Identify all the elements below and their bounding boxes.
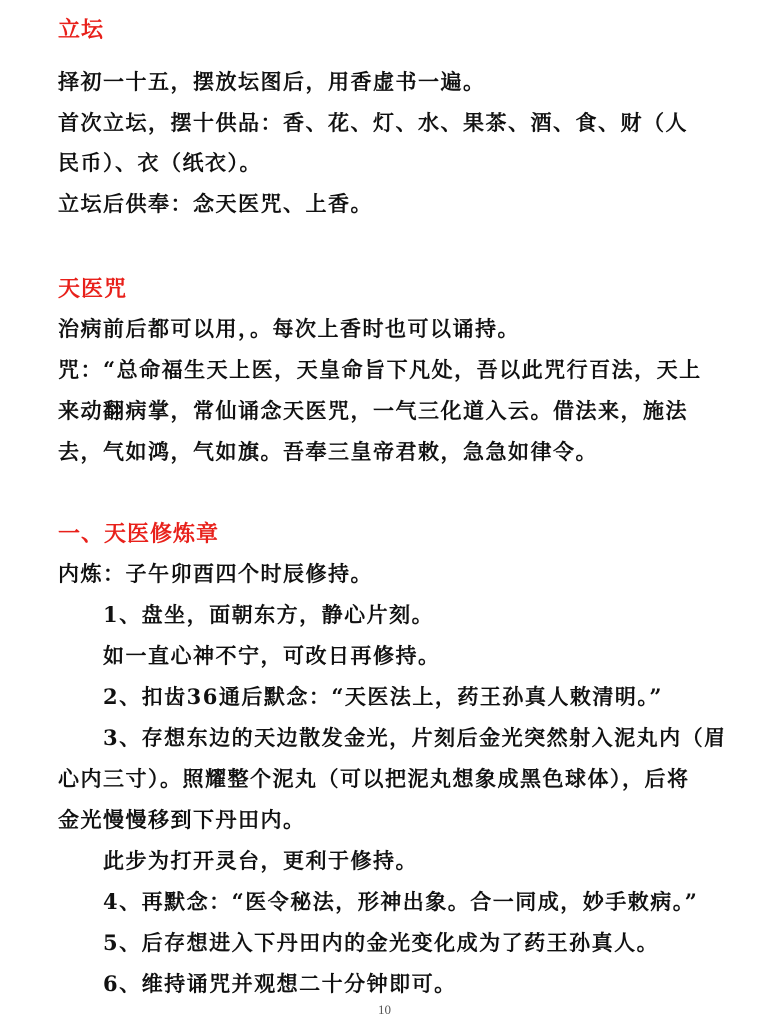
step-line: 金光慢慢移到下丹田内。 [58,807,306,832]
section-heading-tianyizhou: 天医咒 [58,276,128,302]
step-line: 如一直心神不宁，可改日再修持。 [103,643,441,668]
step-line: 此步为打开灵台，更利于修持。 [103,848,418,873]
step-line: 1、盘坐，面朝东方，静心片刻。 [103,602,435,627]
paragraph-line: 民币）、衣（纸衣）。 [58,150,262,175]
step-line: 5、后存想进入下丹田内的金光变化成为了药王孙真人。 [103,930,660,955]
page-number: 10 [378,1002,391,1017]
paragraph-line: 治病前后都可以用，。每次上香时也可以诵持。 [58,316,520,341]
section-heading-litan: 立坛 [58,17,105,43]
paragraph-line: 首次立坛，摆十供品：香、花、灯、水、果茶、酒、食、财（人 [58,110,688,135]
paragraph-line: 咒：“总命福生天上医，天皇命旨下凡处，吾以此咒行百法，天上 [58,357,702,382]
paragraph-line: 立坛后供奉：念天医咒、上香。 [58,191,373,216]
step-line: 心内三寸）。照耀整个泥丸（可以把泥丸想象成黑色球体），后将 [58,766,690,791]
paragraph-line: 内炼：子午卯酉四个时辰修持。 [58,561,373,586]
step-line: 4、再默念：“医令秘法，形神出象。合一同成，妙手敕病。” [103,889,699,914]
step-line: 3、存想东边的天边散发金光，片刻后金光突然射入泥丸内（眉 [103,725,727,750]
paragraph-line: 去，气如鸿，气如旗。吾奉三皇帝君敕，急急如律令。 [58,439,598,464]
paragraph-line: 择初一十五，摆放坛图后，用香虚书一遍。 [58,69,486,94]
paragraph-line: 来动翻病掌，常仙诵念天医咒，一气三化道入云。借法来，施法 [58,398,688,423]
section-heading-xiulian: 一、天医修炼章 [58,521,220,547]
step-line: 2、扣齿36通后默念：“天医法上，药王孙真人敕清明。” [103,684,663,709]
step-line: 6、维持诵咒并观想二十分钟即可。 [103,971,457,996]
